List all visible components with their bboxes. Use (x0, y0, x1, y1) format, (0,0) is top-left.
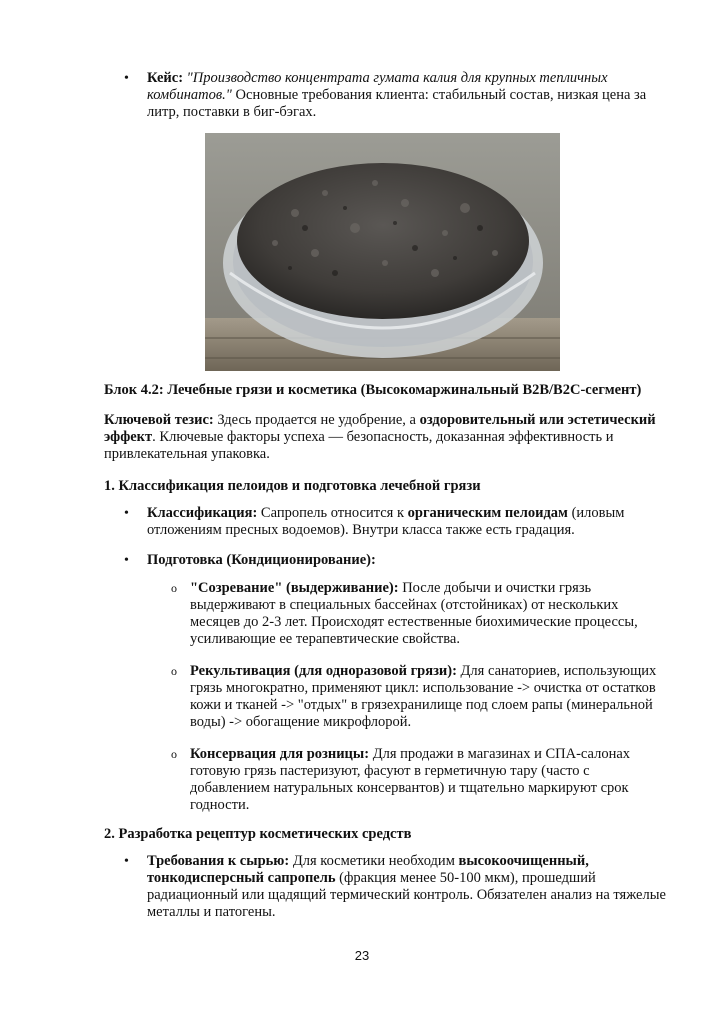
bullet-marker: • (124, 553, 129, 568)
case-text-cont: литр, поставки в биг-бэгах. (147, 104, 317, 120)
raw-material-bullet: Требования к сырью: Для косметики необходим высокоочищенный, тонкодисперсный сапропель (фракция менее 50-100 мкм), прошедший радиационный или щадящий термический контроль. Обязателен анализ на тяжелые металлы и патогены. (147, 853, 666, 920)
sub-bullet-recultivation: Рекультивация (для одноразовой грязи): Для санаториев, использующих грязь многократно, применяют цикл: использование -> очистка от остатков кожи и тканей -> "отдых" в грязехранилище под слоем рапы (минеральной воды) -> обогащение микрофлорой. (190, 663, 657, 730)
case-bullet (147, 70, 667, 121)
case-title: "Производство концентрата гумата калия для крупных тепличных (186, 70, 608, 86)
section-heading-2: 2. Разработка рецептур косметических средств (104, 826, 412, 842)
raw-label: Требования к сырью: (147, 853, 290, 869)
soil-dish-image (205, 133, 560, 371)
sub-bullet-marker: o (171, 747, 177, 761)
classification-label: Классификация: (147, 505, 258, 521)
sub-bullet-marker: o (171, 664, 177, 678)
sub-bullet-maturation: "Созревание" (выдерживание): После добычи и очистки грязь выдерживают в специальных бассейнах (отстойниках) от нескольких месяцев до 2-3 лет. Происходят естественные биохимические процессы, усиливающие ее терапевтические свойства. (190, 580, 638, 647)
section-heading-1: 1. Классификация пелоидов и подготовка лечебной грязи (104, 478, 481, 494)
sub-bullet-marker: o (171, 581, 177, 595)
sub-bullet-conservation: Консервация для розницы: Для продажи в магазинах и СПА-салонах готовую грязь пастеризуют, фасуют в герметичную тару (часто с добавлением натуральных консервантов) и тщательно маркируют срок годности. (190, 746, 631, 813)
thesis-label: Ключевой тезис: (104, 412, 214, 428)
bullet-marker: • (124, 71, 129, 86)
page-number: 23 (354, 948, 370, 963)
preparation-bullet (147, 552, 667, 569)
case-label: Кейс: (147, 70, 184, 86)
key-thesis: Ключевой тезис: Здесь продается не удобрение, а оздоровительный или эстетический эффект. Ключевые факторы успеха — безопасность, доказанная эффективность и привлекательная упаковка. (104, 412, 656, 462)
preparation-label: Подготовка (Кондиционирование): (147, 552, 376, 568)
block-heading: Блок 4.2: Лечебные грязи и косметика (Высокомаржинальный B2B/B2C-сегмент) (104, 382, 642, 398)
bullet-marker: • (124, 854, 129, 869)
classification-bullet: Классификация: Сапропель относится к органическим пелоидам (иловым отложениям пресных водоемов). Внутри класса также есть градация. (147, 505, 625, 538)
soil-photo (205, 133, 560, 371)
case-title-cont: комбинатов." (147, 87, 232, 103)
case-text: Основные требования клиента: стабильный состав, низкая цена за (231, 87, 647, 103)
bullet-marker: • (124, 506, 129, 521)
